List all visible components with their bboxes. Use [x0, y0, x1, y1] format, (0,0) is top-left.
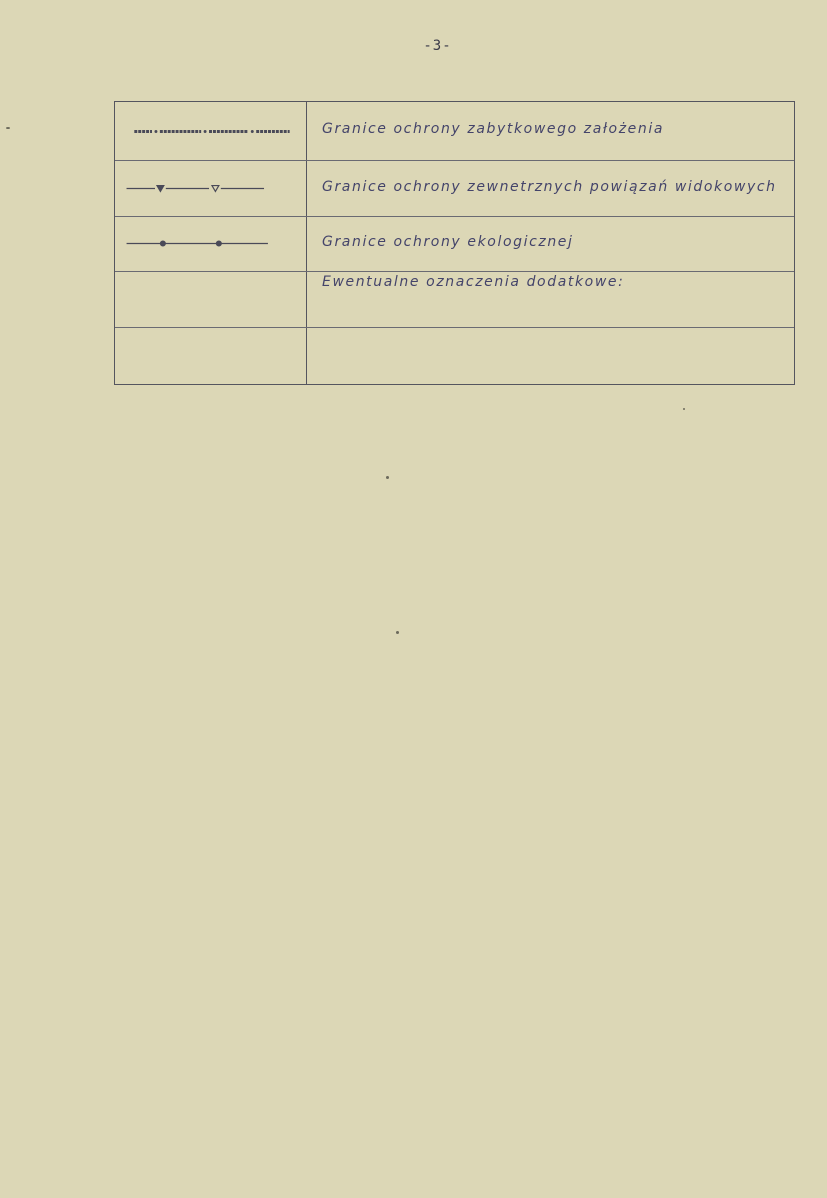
legend-row [115, 272, 794, 328]
paper-speck [6, 127, 10, 129]
legend-row [115, 217, 794, 272]
legend-label: Granice ochrony zewnetrznych powiązań widokowych [322, 179, 777, 195]
legend-label: Granice ochrony zabytkowego założenia [322, 121, 665, 137]
paper-speck [396, 631, 399, 634]
triangle-marker-line-symbol [115, 161, 306, 216]
paper-speck [683, 408, 685, 410]
legend-row [115, 161, 794, 217]
legend-row [115, 102, 794, 161]
page-number: -3- [423, 38, 452, 54]
dot-marker-line-symbol [115, 217, 306, 271]
dash-dot-boundary-symbol [115, 102, 306, 160]
legend-label: Granice ochrony ekologicznej [322, 234, 574, 250]
paper-speck [386, 476, 389, 479]
legend-row [115, 328, 794, 384]
legend-label: Ewentualne oznaczenia dodatkowe: [322, 274, 625, 290]
legend-table [114, 101, 795, 385]
